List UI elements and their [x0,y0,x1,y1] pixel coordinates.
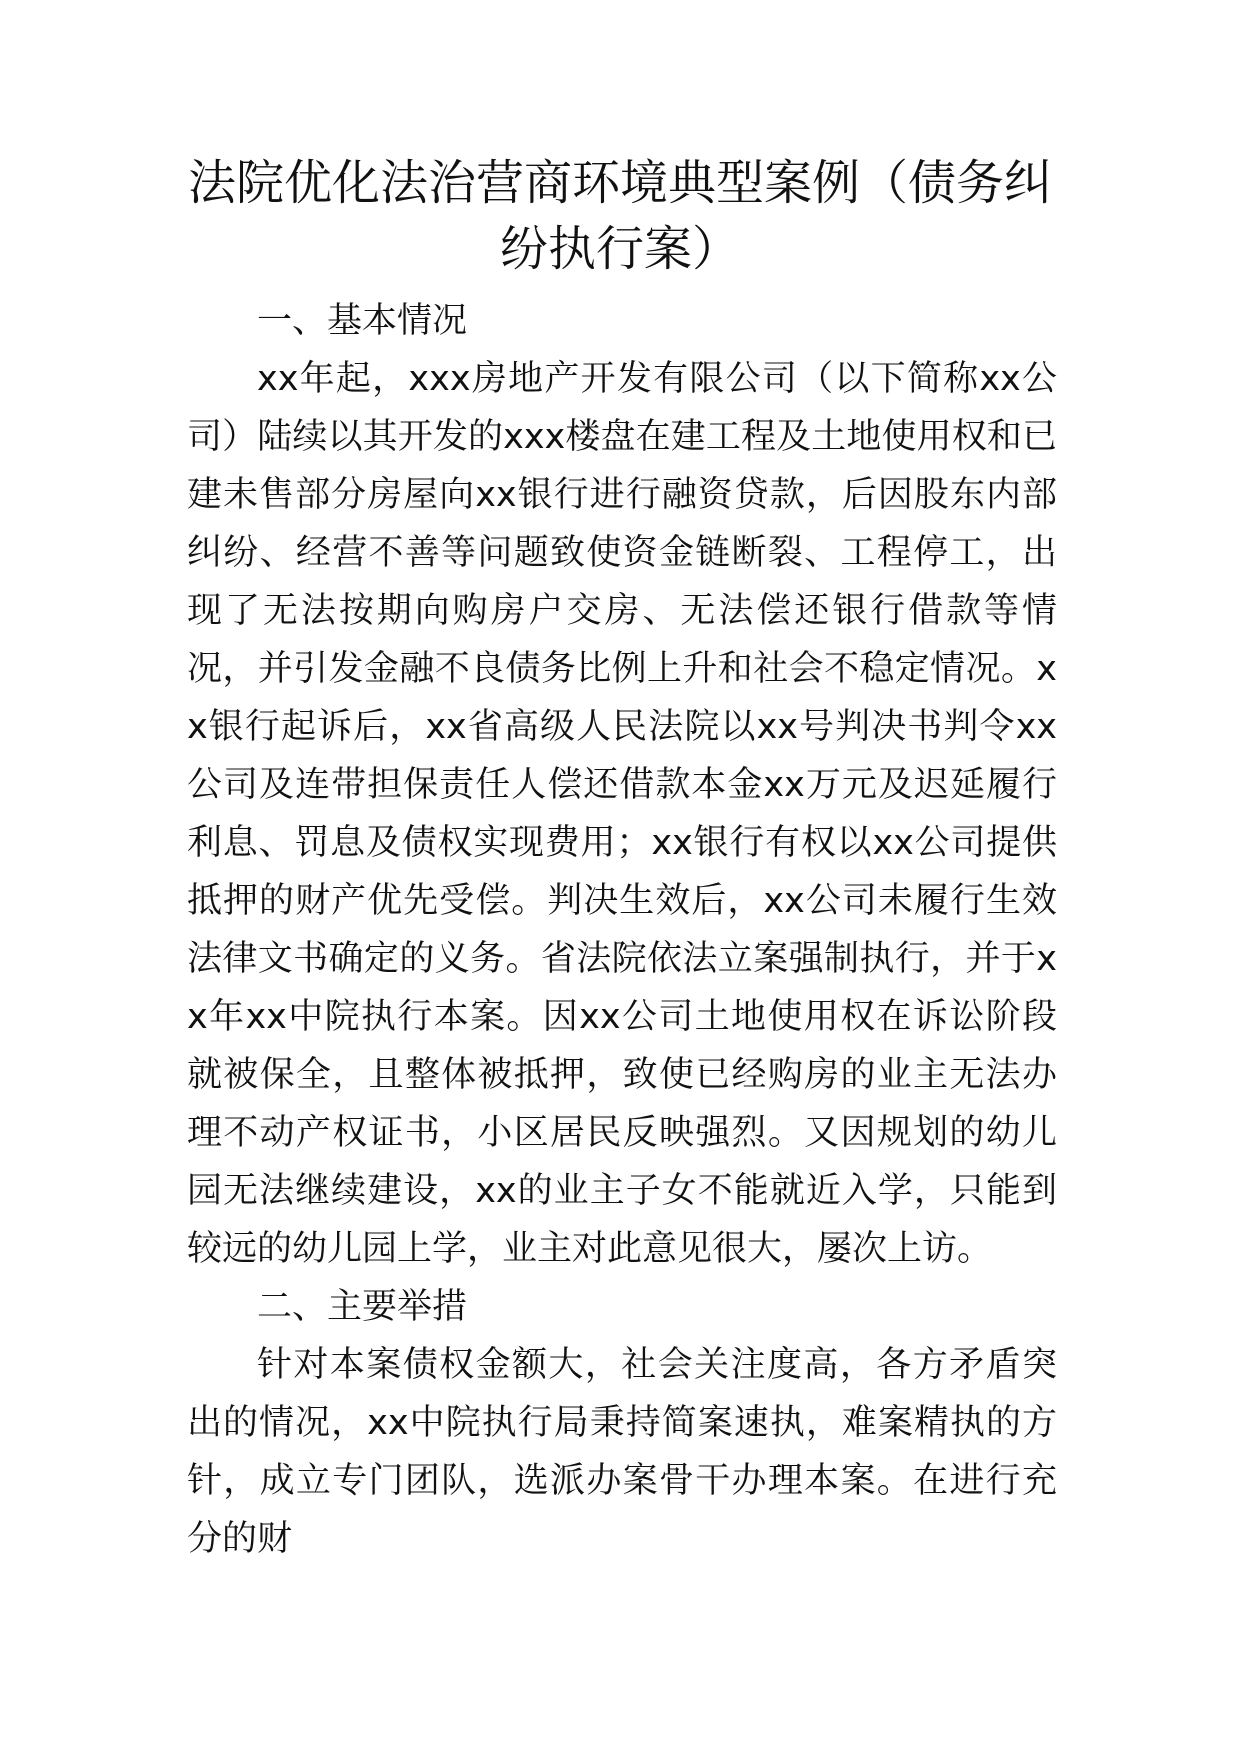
document-body [187,292,1057,1568]
section-heading-main-measures: 二、主要举措 [257,1287,468,1327]
section-heading-basic-info: 一、基本情况 [257,301,468,341]
body-paragraph-main-measures: 针对本案债权金额大，社会关注度高，各方矛盾突出的情况，xx中院执行局秉持简案速执，难案精执的方针，成立专门团队，选派办案骨干办理本案。在进行充分的财 [187,1345,1057,1559]
document-title: 法院优化法治营商环境典型案例（债务纠纷执行案） [187,155,1052,277]
body-paragraph-basic-info: xx年起，xxx房地产开发有限公司（以下简称xx公司）陆续以其开发的xxx楼盘在建工程及土地使用权和已建未售部分房屋向xx银行进行融资贷款，后因股东内部纠纷、经营不善等问题致使资金链断裂、工程停工，出现了无法按期向购房户交房、无法偿还银行借款等情况，并引发金融不良债务比例上升和社会不稳定情况。xx银行起诉后，xx省高级人民法院以xx号判决书判令xx公司及连带担保责任人偿还借款本金xx万元及迟延履行利息、罚息及债权实现费用；xx银行有权以xx公司提供抵押的财产优先受偿。判决生效后，xx公司未履行生效法律文书确定的义务。省法院依法立案强制执行，并于xx年xx中院执行本案。因xx公司土地使用权在诉讼阶段就被保全，且整体被抵押，致使已经购房的业主无法办理不动产权证书，小区居民反映强烈。又因规划的幼儿园无法继续建设，xx的业主子女不能就近入学，只能到较远的幼儿园上学，业主对此意见很大，屡次上访。 [187,359,1057,1269]
